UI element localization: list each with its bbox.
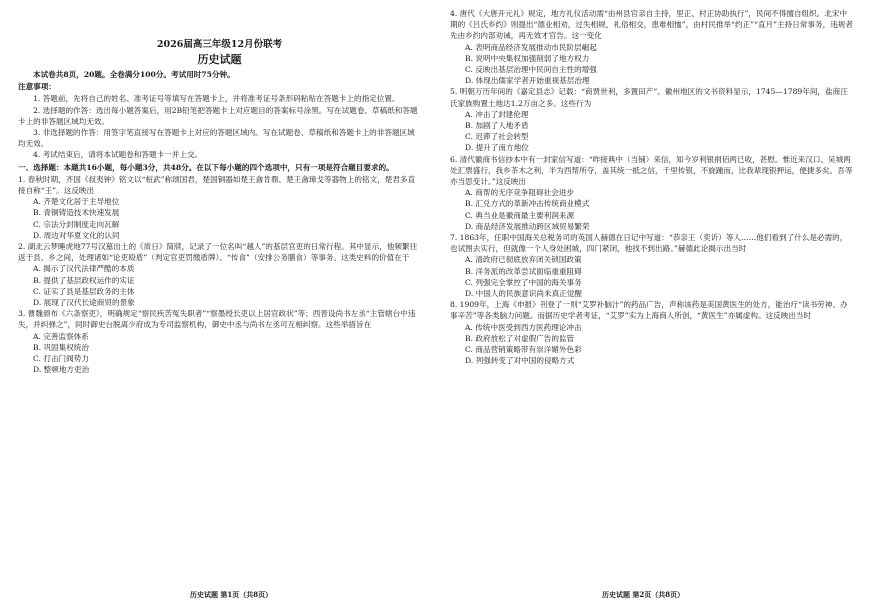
question-stem: 8. 1909年，上海《申报》刊登了一则“艾罗补脑汁”的药品广告，声称该药是美国黄医生的处方，能治疗“读书劳神、办事辛苦”等各类脑力问题。而据历史学者考证，“艾罗”实为上海商人所创，“黄医生”亦属虚构。这反映出当时 — [450, 300, 848, 321]
option-c: C. 证实了县是基层政务的主体 — [33, 286, 135, 296]
exam-subject: 历史试题 — [197, 53, 242, 66]
question-stem: 5. 明朝万历年间的《嘉定县志》记载：“商贾世利，多置田产”。徽州地区的文书资料显示，1745—1789年间，盐商汪氏家族购置土地达1.2万亩之多。这些行为 — [450, 87, 848, 108]
option-c: C. 商品营销策略带有崇洋媚外色彩 — [465, 345, 582, 355]
option-d: D. 提升了南方地位 — [465, 143, 529, 153]
option-d: D. 列强转变了对中国的侵略方式 — [465, 356, 575, 366]
option-c: C. 宗法分封制度走向瓦解 — [33, 219, 120, 229]
option-b: B. 说明中央集权加强削弱了地方权力 — [465, 53, 590, 63]
option-a: A. 冲击了封建伦理 — [465, 109, 529, 119]
option-a: A. 揭示了汉代法律严酷的本质 — [33, 264, 135, 274]
option-a: A. 齐楚文化居于主导地位 — [33, 197, 120, 207]
option-c: C. 反映出基层治理中民间自主性的增强 — [465, 65, 597, 75]
option-b: B. 巩固集权统治 — [33, 342, 89, 352]
option-b: B. 汇兑方式的革新冲击传统商业模式 — [465, 199, 590, 209]
question-7 — [450, 232, 853, 299]
option-d: D. 商品经济发展推动跨区域贸易繁荣 — [465, 221, 590, 231]
note-2: 2. 选择题的作答：选出每小题答案后，用2B铅笔把答题卡上对应题目的答案标号涂黑。写在试题卷、草稿纸和答题卡上的非答题区域均无效。 — [18, 105, 418, 126]
exam-info: 本试卷共8页，20题。全卷满分100分。考试用时75分钟。 — [33, 70, 235, 79]
option-c: C. 迟滞了社会转型 — [465, 132, 529, 142]
question-6 — [450, 154, 853, 232]
option-d: D. 展现了汉代长途商贸的景象 — [33, 298, 135, 308]
page-one — [18, 8, 421, 375]
option-c: C. 打击门阀势力 — [33, 354, 89, 364]
option-b: B. 政府放松了对虚假广告的监管 — [465, 333, 575, 343]
question-1 — [18, 174, 421, 241]
page-two — [450, 8, 853, 367]
option-d: D. 体现出儒家学者开始重视基层治理 — [465, 76, 590, 86]
option-d: D. 整顿地方吏治 — [33, 365, 90, 375]
option-a: A. 传统中医受到西方医药理论冲击 — [465, 322, 582, 332]
section-heading: 一、选择题：本题共16小题，每小题3分，共48分。在以下每小题的四个选项中，只有一项是符合题目要求的。 — [18, 162, 394, 172]
option-a: A. 表明商品经济发展推动市民阶层崛起 — [465, 42, 597, 52]
option-b: B. 加剧了人地矛盾 — [465, 121, 529, 131]
option-b: B. 提供了基层政权运作的实证 — [33, 275, 135, 285]
question-4 — [450, 8, 853, 86]
option-b: B. 洋务派的改革尝试面临重重阻碍 — [465, 266, 582, 276]
question-stem: 3. 曹魏颁布《六条察吏》，明确规定“察民疾苦冤失职者”“察墨绶长吏以上居官政状”等；西晋设尚书左丞“主管辖台中违失，并纠弹之”，同时御史台脱离少府成为专司监察机构，御史中丞与尚书左丞可互相纠察。这些举措旨在 — [18, 309, 416, 330]
option-a: A. 完善监察体系 — [33, 331, 89, 341]
note-4: 4. 考试结束后，请将本试题卷和答题卡一并上交。 — [33, 150, 203, 160]
question-stem: 4. 唐代《大唐开元礼》规定，地方礼仪活动需“由州县官亲自主持，里正、村正协助执行”，民间不得擅自组织。北宋中期的《吕氏乡约》则提出“德业相劝，过失相规，礼俗相交，患难相恤”，由村民推举“约正”“直月”主持日常事务，违规者先由乡约内部劝诫，再无效才官告。这一变化 — [450, 9, 853, 41]
question-stem: 7. 1863年，任职中国海关总税务司的英国人赫德在日记中写道：“恭亲王（奕䜣）等人……他们看到了什么是必需的，也试图去实行，但就像一个人身处困城，四门紧闭，他找不到出路。”赫德此论揭示出当时 — [450, 233, 848, 254]
option-b: B. 青铜铸造技术快速发展 — [33, 208, 120, 218]
option-c: C. 列强完全掌控了中国的海关事务 — [465, 277, 582, 287]
note-3: 3. 非选择题的作答：用签字笔直接写在答题卡上对应的答题区域内。写在试题卷、草稿纸和答题卡上的非答题区域均无效。 — [18, 128, 415, 149]
question-2 — [18, 241, 421, 308]
question-3 — [18, 308, 421, 375]
option-d: D. 中国人的民族意识尚未真正觉醒 — [465, 289, 582, 299]
question-stem: 1. 春秋时期，齐国《叔夷钟》铭文以“桓武”称颂国君，楚国铜器如楚王酓肯鼎、楚王酓璋戈等器物上的铭文，楚君多直接自称“王”。这反映出 — [18, 174, 416, 196]
question-8 — [450, 299, 853, 366]
page-footer-1: 历史试题 第1页（共8页） — [190, 590, 273, 599]
question-stem: 2. 湖北云梦睡虎地77号汉墓出土的《质日》简牍，记录了一位名叫“越人”的基层官吏的日常行程。其中显示，他频繁往返于县、乡之间，处理诸如“论吏殴盾”（判定官吏罚缴盾牌）、“传食”（安排公务膳食）等事务。这类史料的价值在于 — [18, 242, 418, 263]
question-stem: 6. 清代徽商书信抄本中有一封家信写道：“昨接典中（当铺）来信，知今岁利银捐佰两已收，甚慰。惟近来汉口、吴城两处汇票盛行，我乡茶木之利，半为西帮所夺，盖其统一抵之信，千里传银，不旋踵而，比我辈现银押运，便捷多矣。吾等亦当思变计。”这反映出 — [450, 154, 853, 187]
option-c: C. 典当业是徽商最主要利润来源 — [465, 210, 575, 220]
question-5 — [450, 86, 853, 153]
option-a: A. 商帮的无序竞争阻碍社会进步 — [465, 188, 575, 198]
option-d: D. 周边对华夏文化的认同 — [33, 230, 120, 240]
page-footer-2: 历史试题 第2页（共8页） — [602, 590, 685, 599]
note-1: 1. 答题前，先将自己的姓名、准考证号等填写在答题卡上，并将准考证号条形码粘贴在答题卡上的指定位置。 — [33, 94, 400, 104]
option-a: A. 清政府已彻底放弃闭关锁国政策 — [465, 255, 582, 265]
exam-title: 2026届高三年级12月份联考 — [156, 39, 283, 50]
notes-heading: 注意事项： — [18, 82, 56, 92]
